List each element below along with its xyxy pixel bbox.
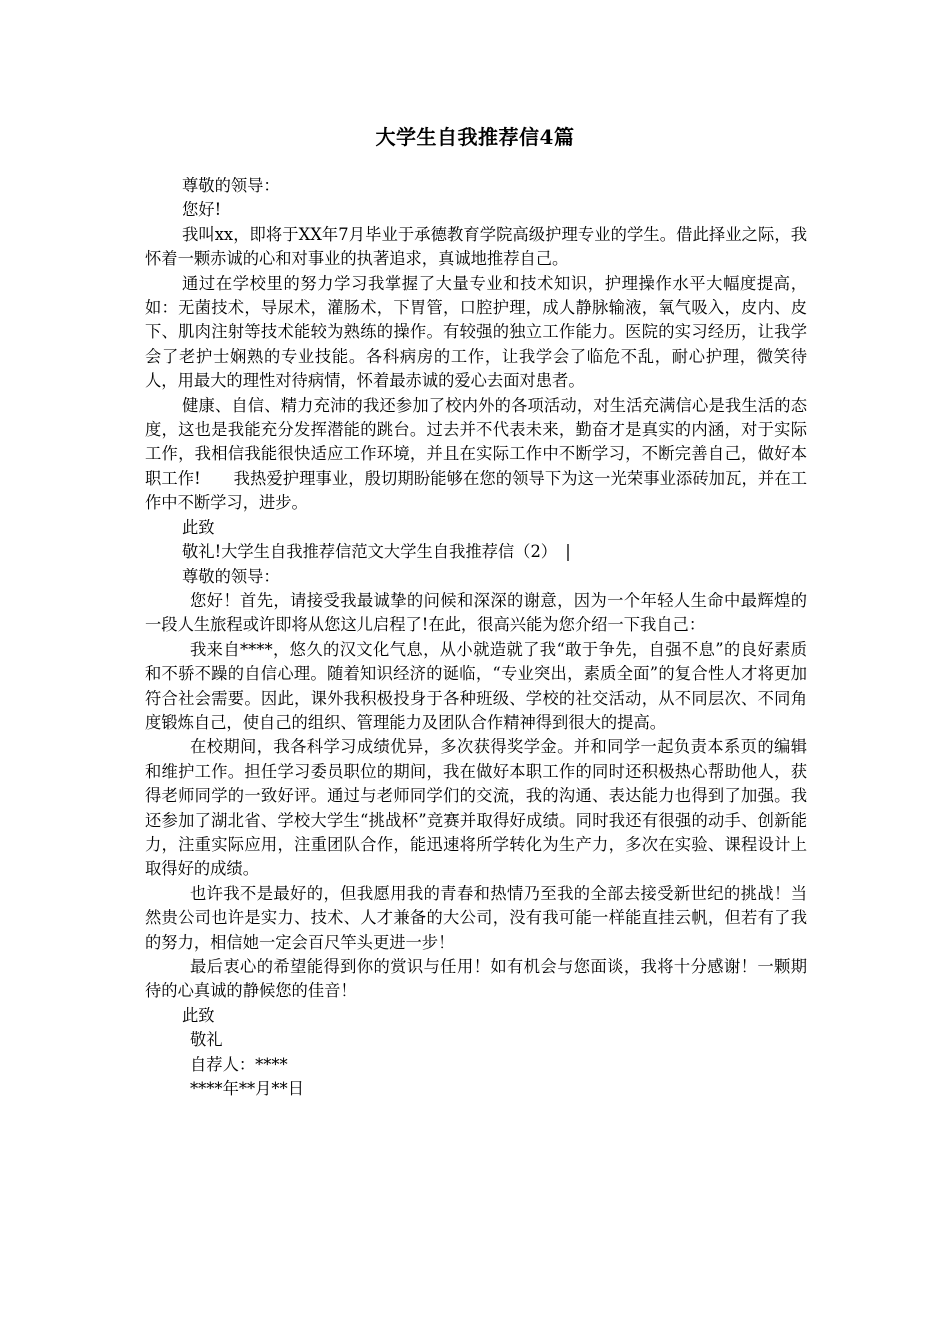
paragraph: 在校期间，我各科学习成绩优异，多次获得奖学金。并和同学一起负责本系页的编辑和维护工作。担任学习委员职位的期间，我在做好本职工作的同时还积极热心帮助他人，获得老师同学的一致好评。通过与老师同学们的交流，我的沟通、表达能力也得到了加强。我还参加了湖北省、学校大学生“挑战杯”竞赛并取得好成绩。同时我还有很强的动手、创新能力，注重实际应用，注重团队合作，能迅速将所学转化为生产力，多次在实验、课程设计上取得好的成绩。 [145, 737, 807, 879]
paragraph: 敬礼!大学生自我推荐信范文大学生自我推荐信（2） | [182, 542, 571, 562]
paragraph: 尊敬的领导： [182, 176, 280, 195]
paragraph: 健康、自信、精力充沛的我还参加了校内外的各项活动，对生活充满信心是我生活的态度，这也是我能充分发挥潜能的跳台。过去并不代表未来，勤奋才是真实的内涵，对于实际工作，我相信我能很快适应工作环境，并且在实际工作中不断学习，不断完善自己，做好本职工作! 我热爱护理事业，殷切期盼能够在您的领导下为这一光荣事业添砖加瓦，并在工作中不断学习，进步。 [145, 395, 807, 513]
paragraph: 此致 [182, 517, 215, 537]
paragraph: 您好! [182, 200, 222, 220]
paragraph: 您好！首先，请接受我最诚挚的问候和深深的谢意，因为一个年轻人生命中最辉煌的一段人生旅程或许即将从您这儿启程了!在此，很高兴能为您介绍一下我自己： [145, 590, 807, 635]
document-title: 大学生自我推荐信4篇 [375, 125, 575, 149]
paragraph: 尊敬的领导： [182, 566, 280, 586]
document-body [145, 174, 807, 1101]
paragraph: 此致 [182, 1005, 215, 1025]
paragraph: 敬礼 [190, 1030, 223, 1050]
paragraph: 自荐人：**** [190, 1054, 288, 1074]
paragraph: 通过在学校里的努力学习我掌握了大量专业和技术知识，护理操作水平大幅度提高，如：无菌技术，导尿术，灌肠术，下胃管，口腔护理，成人静脉输液，氧气吸入，皮内、皮下、肌肉注射等技术能较为熟练的操作。有较强的独立工作能力。医院的实习经历，让我学会了老护士娴熟的专业技能。各科病房的工作，让我学会了临危不乱，耐心护理，微笑待人，用最大的理性对待病情，怀着最赤诚的爱心去面对患者。 [145, 273, 807, 391]
paragraph: 最后衷心的希望能得到你的赏识与任用！如有机会与您面谈，我将十分感谢！一颗期待的心真诚的静候您的佳音！ [145, 957, 807, 1001]
paragraph: 我叫xx，即将于XX年7月毕业于承德教育学院高级护理专业的学生。借此择业之际，我怀着一颗赤诚的心和对事业的执著追求，真诚地推荐自己。 [145, 224, 807, 269]
paragraph: ****年**月**日 [190, 1079, 304, 1099]
paragraph: 也许我不是最好的，但我愿用我的青春和热情乃至我的全部去接受新世纪的挑战！当然贵公司也许是实力、技术、人才兼备的大公司，没有我可能一样能直挂云帆，但若有了我的努力，相信她一定会百尺竿头更进一步！ [145, 883, 807, 952]
paragraph: 我来自****，悠久的汉文化气息，从小就造就了我“敢于争先，自强不息”的良好素质和不骄不躁的自信心理。随着知识经济的诞临，“专业突出，素质全面”的复合性人才将更加符合社会需要。因此，课外我积极投身于各种班级、学校的社交活动，从不同层次、不同角度锻炼自己，使自己的组织、管理能力及团队合作精神得到很大的提高。 [145, 639, 807, 732]
